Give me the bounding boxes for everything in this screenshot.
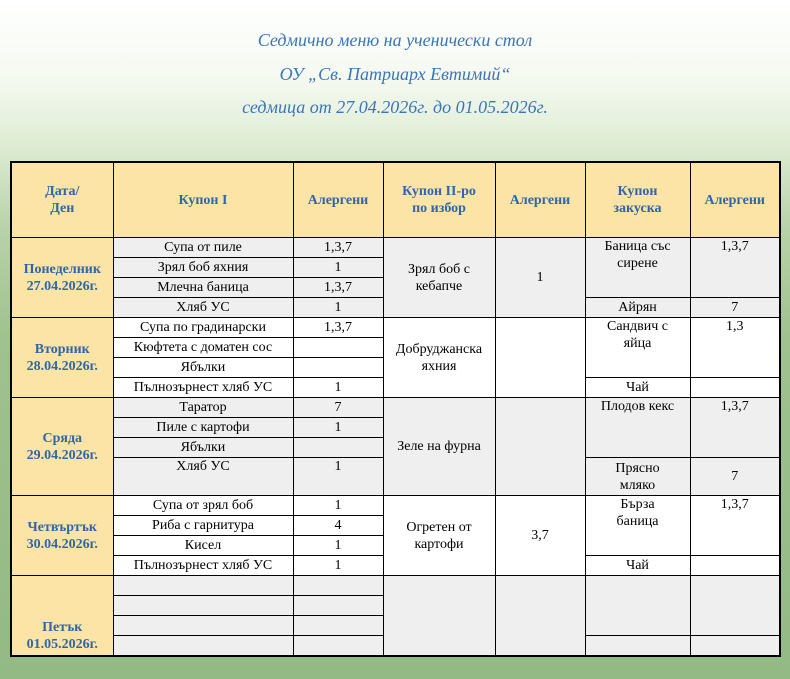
menu-item: Супа от пиле [113, 238, 293, 258]
day-cell-tuesday: Вторник 28.04.2026г. [11, 318, 113, 398]
item-allergens: 1 [293, 298, 383, 318]
header-allergens-2: Алергени [495, 162, 585, 238]
menu-item: Таратор [113, 398, 293, 418]
item-allergens [293, 616, 383, 636]
menu-item: Хляб УС [113, 298, 293, 318]
menu-item: Хляб УС [113, 458, 293, 496]
coupon2-allergens: 3,7 [495, 496, 585, 576]
menu-item [113, 616, 293, 636]
day-cell-thursday: Четвъртък 30.04.2026г. [11, 496, 113, 576]
drink-allergens: 7 [690, 458, 780, 496]
menu-item [113, 576, 293, 596]
header-coupon-2: Купон II-ро по избор [383, 162, 495, 238]
menu-item: Ябълки [113, 438, 293, 458]
menu-item: Ябълки [113, 358, 293, 378]
coupon2-dish: Огретен от картофи [383, 496, 495, 576]
item-allergens: 1 [293, 378, 383, 398]
menu-item: Пълнозърнест хляб УС [113, 378, 293, 398]
drink-item: Чай [585, 378, 690, 398]
snack-allergens: 1,3,7 [690, 238, 780, 298]
item-allergens: 1 [293, 418, 383, 438]
item-allergens: 1 [293, 536, 383, 556]
menu-item: Супа от зрял боб [113, 496, 293, 516]
menu-item: Зрял боб яхния [113, 258, 293, 278]
drink-item [585, 636, 690, 656]
coupon2-allergens [495, 398, 585, 496]
table-row [11, 398, 780, 418]
day-cell-friday: Петък 01.05.2026г. [11, 576, 113, 656]
coupon2-allergens: 1 [495, 238, 585, 318]
snack-allergens: 1,3 [690, 318, 780, 378]
item-allergens: 1 [293, 496, 383, 516]
drink-item: Айрян [585, 298, 690, 318]
menu-item: Кюфтета с доматен сос [113, 338, 293, 358]
coupon2-dish: Добруджанска яхния [383, 318, 495, 398]
item-allergens [293, 358, 383, 378]
coupon2-dish: Зрял боб с кебапче [383, 238, 495, 318]
item-allergens [293, 576, 383, 596]
item-allergens [293, 438, 383, 458]
table-row [11, 318, 780, 338]
title-line-1: Седмично меню на ученически стол [257, 30, 533, 50]
menu-item: Супа по градинарски [113, 318, 293, 338]
item-allergens [293, 636, 383, 656]
item-allergens: 1,3,7 [293, 238, 383, 258]
day-cell-wednesday: Сряда 29.04.2026г. [11, 398, 113, 496]
snack-item: Плодов кекс [585, 398, 690, 458]
item-allergens: 4 [293, 516, 383, 536]
table-row [11, 238, 780, 258]
drink-item: Чай [585, 556, 690, 576]
drink-allergens [690, 636, 780, 656]
item-allergens: 1 [293, 556, 383, 576]
menu-item: Пиле с картофи [113, 418, 293, 438]
header-coupon-1: Купон I [113, 162, 293, 238]
menu-item [113, 596, 293, 616]
header-date: Дата/ Ден [11, 162, 113, 238]
drink-allergens [690, 378, 780, 398]
drink-allergens [690, 556, 780, 576]
table-row [11, 496, 780, 516]
menu-table [10, 161, 781, 657]
coupon2-allergens [495, 576, 585, 656]
day-cell-monday: Понеделник 27.04.2026г. [11, 238, 113, 318]
header-allergens-3: Алергени [690, 162, 780, 238]
table-row [11, 576, 780, 596]
title-line-2: ОУ „Св. Патриарх Евтимий“ [279, 64, 511, 84]
snack-item: Баница със сирене [585, 238, 690, 298]
item-allergens: 7 [293, 398, 383, 418]
menu-item: Пълнозърнест хляб УС [113, 556, 293, 576]
item-allergens: 1,3,7 [293, 278, 383, 298]
snack-allergens: 1,3,7 [690, 496, 780, 556]
item-allergens [293, 596, 383, 616]
snack-item: Бърза баница [585, 496, 690, 556]
coupon2-dish: Зеле на фурна [383, 398, 495, 496]
menu-item: Кисел [113, 536, 293, 556]
header-snack: Купон закуска [585, 162, 690, 238]
snack-item: Сандвич с яйца [585, 318, 690, 378]
menu-item: Риба с гарнитура [113, 516, 293, 536]
snack-item [585, 576, 690, 636]
item-allergens: 1 [293, 258, 383, 278]
drink-item: Прясно мляко [585, 458, 690, 496]
coupon2-allergens [495, 318, 585, 398]
drink-allergens: 7 [690, 298, 780, 318]
snack-allergens: 1,3,7 [690, 398, 780, 458]
coupon2-dish [383, 576, 495, 656]
header-allergens-1: Алергени [293, 162, 383, 238]
item-allergens [293, 338, 383, 358]
snack-allergens [690, 576, 780, 636]
header-row [11, 162, 780, 238]
item-allergens: 1,3,7 [293, 318, 383, 338]
item-allergens: 1 [293, 458, 383, 496]
title-line-3: седмица от 27.04.2026г. до 01.05.2026г. [242, 97, 548, 117]
menu-item [113, 636, 293, 656]
menu-item: Млечна баница [113, 278, 293, 298]
